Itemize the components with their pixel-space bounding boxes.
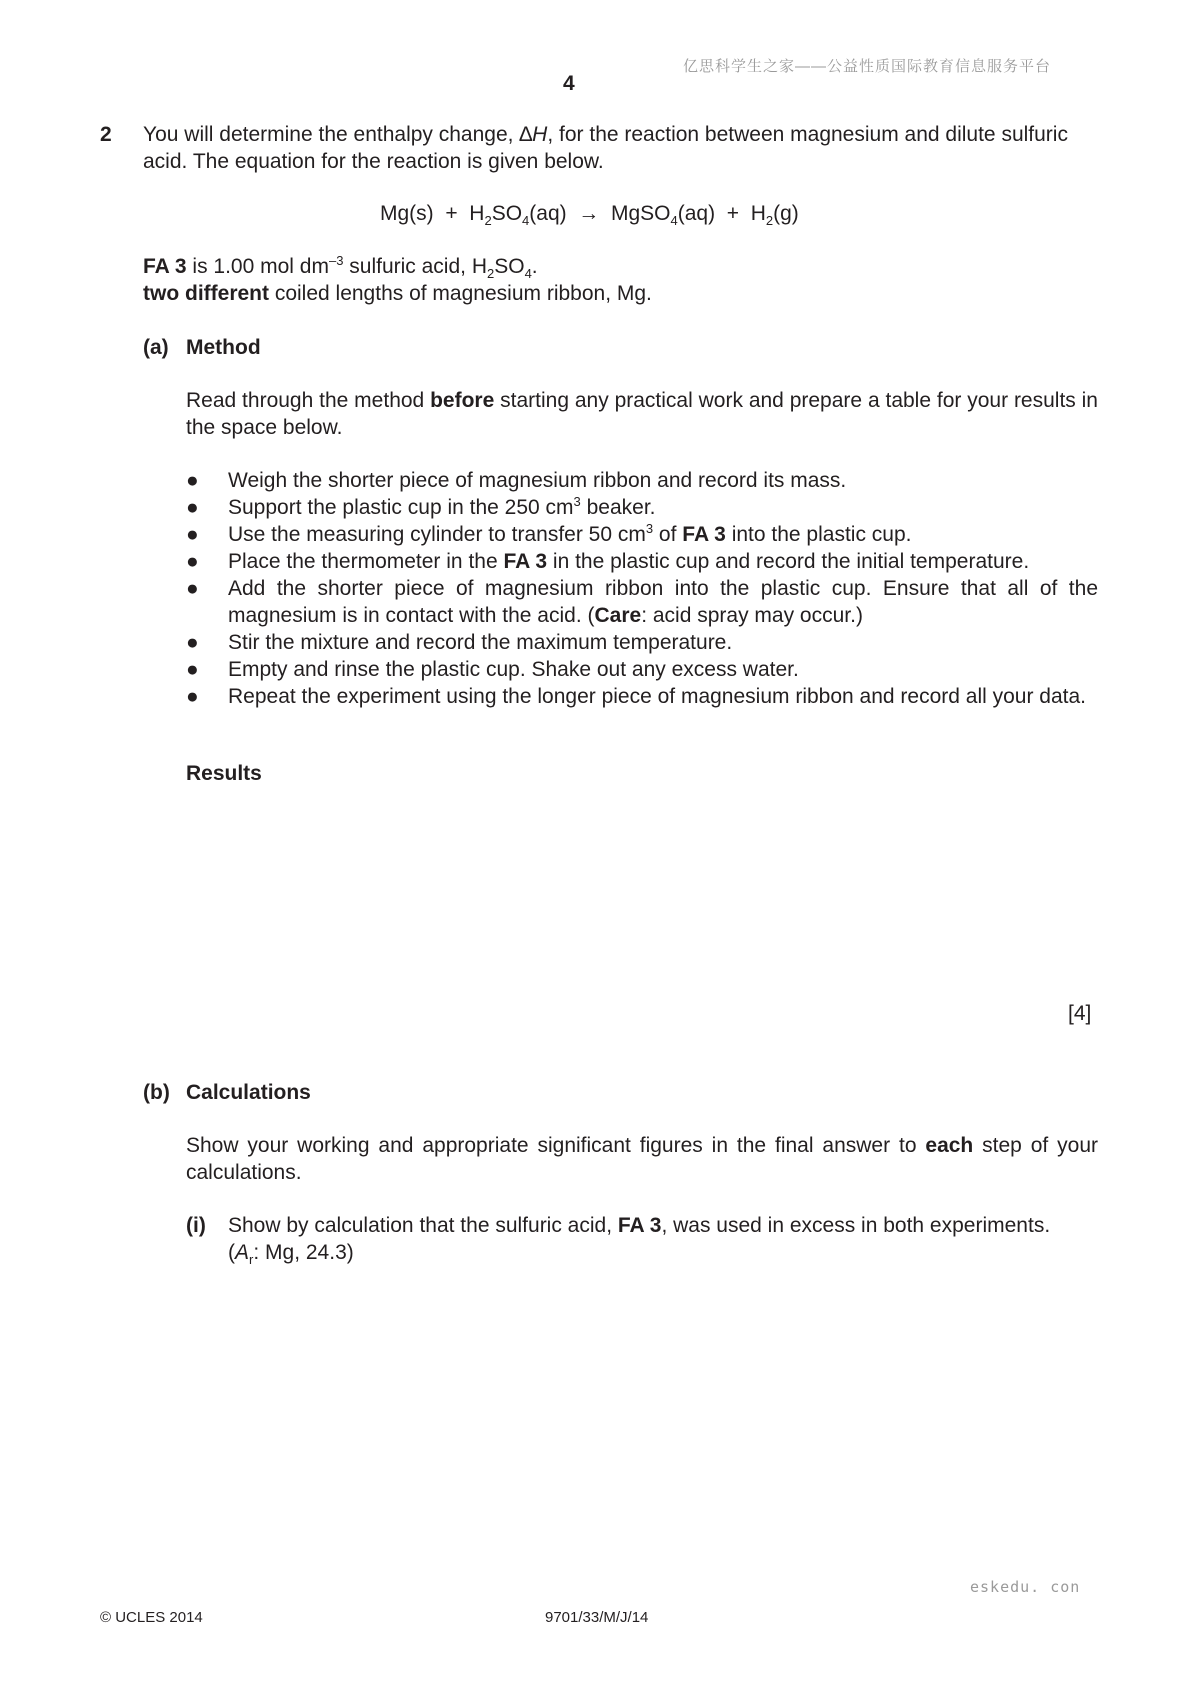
bullet-icon: ●	[186, 523, 199, 546]
results-heading: Results	[186, 762, 262, 785]
part-a-heading: Method	[186, 336, 261, 359]
method-step: ● Weigh the shorter piece of magnesium ribbon and record its mass.	[186, 469, 847, 492]
method-step: ● Stir the mixture and record the maximum temperature.	[186, 631, 733, 654]
part-a-intro: Read through the method before starting any practical work and prepare a table for your results in the space below.	[186, 389, 1098, 439]
bullet-icon: ●	[186, 631, 199, 654]
method-step: ● Use the measuring cylinder to transfer 50 $cm^3$ of FA 3 into the plastic cup.	[186, 521, 912, 546]
bullet-icon: ●	[186, 685, 199, 708]
part-b-heading: Calculations	[186, 1081, 311, 1104]
question-intro: You will determine the enthalpy change, ∆H, for the reaction between magnesium and dilute sulfuric acid. The equation for the reaction is given below.	[143, 123, 1068, 173]
results-answer-space[interactable]	[186, 790, 1098, 990]
fa3-description: FA 3 is 1.00 mol $dm^{-3}$ sulfuric acid, $H_2SO_4$.	[143, 253, 538, 281]
part-b-label: (b)	[143, 1081, 170, 1104]
calculation-answer-space[interactable]	[228, 1275, 1098, 1545]
top-watermark: 亿思科学生之家——公益性质国际教育信息服务平台	[683, 58, 1052, 75]
reaction-equation: $Mg(s) + H_2SO_4(aq)$ → MgSO$_4$(aq) + $H_2(g)$	[380, 202, 799, 228]
method-step: ● Support the plastic cup in the 250 $cm^3$ beaker.	[186, 494, 656, 519]
part-a-label: (a)	[143, 336, 169, 359]
question-number: 2	[100, 123, 112, 146]
part-b-i-question: Show by calculation that the sulfuric acid, FA 3, was used in excess in both experiments.	[228, 1214, 1051, 1237]
magnesium-description: two different coiled lengths of magnesium ribbon, Mg.	[143, 282, 652, 305]
bullet-icon: ●	[186, 577, 199, 600]
part-b-i-label: (i)	[186, 1214, 206, 1237]
method-steps	[186, 467, 1098, 710]
bullet-icon: ●	[186, 496, 199, 519]
bottom-watermark: eskedu. con	[970, 1578, 1081, 1596]
method-step: ● Place the thermometer in the FA 3 in the plastic cup and record the initial temperature.	[186, 550, 1030, 573]
method-step: ● Empty and rinse the plastic cup. Shake out any excess water.	[186, 658, 799, 681]
method-step: ● Repeat the experiment using the longer piece of magnesium ribbon and record all your data.	[186, 685, 1087, 708]
footer-paper-code: 9701/33/M/J/14	[545, 1609, 649, 1626]
page-number: 4	[563, 72, 575, 95]
part-b-intro: Show your working and appropriate significant figures in the final answer to each step of your calculations.	[186, 1134, 1098, 1184]
bullet-icon: ●	[186, 658, 199, 681]
bullet-icon: ●	[186, 550, 199, 573]
footer-copyright: © UCLES 2014	[100, 1609, 203, 1626]
method-step: ● Add the shorter piece of magnesium ribbon into the plastic cup. Ensure that all of the magnesium is in contact with the acid. (Care: acid spray may occur.)	[186, 577, 1098, 627]
part-b-i-ar: ($A_r$: Mg, 24.3)	[228, 1241, 354, 1267]
bullet-icon: ●	[186, 469, 199, 492]
part-a-marks: [4]	[1068, 1002, 1092, 1025]
